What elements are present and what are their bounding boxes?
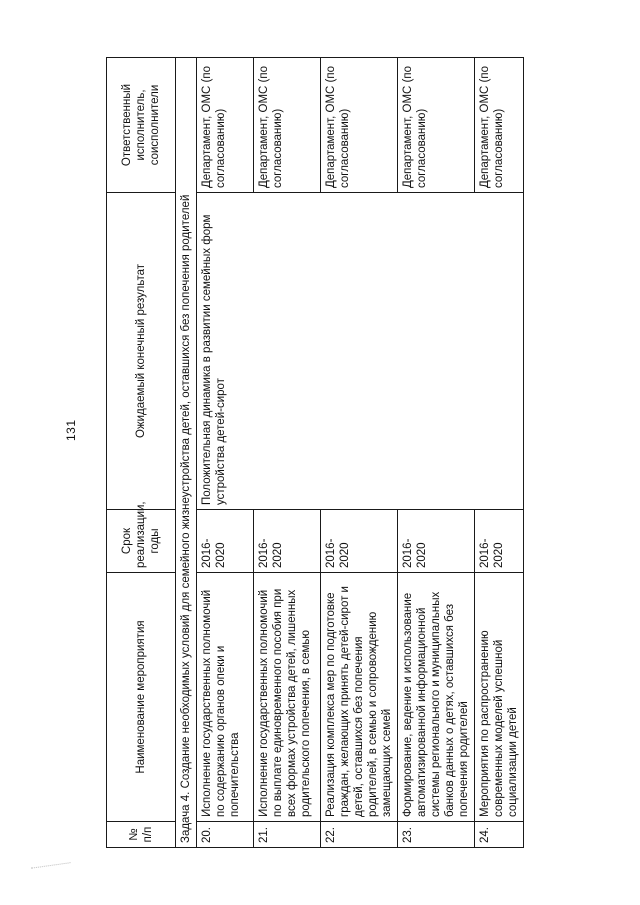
row-name: Реализация комплекса мер по подготовке граждан, желающих принять детей-сирот и детей, оставшихся без попечения родителей, в семью и сопровождению замещающих семей <box>321 573 398 822</box>
row-num: 23. <box>398 822 475 848</box>
header-result: Ожидаемый конечный результат <box>107 193 176 510</box>
row-term: 2016-2020 <box>398 510 475 573</box>
row-term: 2016-2020 <box>197 510 254 573</box>
row-name: Формирование, ведение и использование автоматизированной информационной системы регионального и муниципальных банков данных о детях, оставшихся без попечения родителей <box>398 573 475 822</box>
row-num: 20. <box>197 822 254 848</box>
row-term: 2016-2020 <box>475 510 524 573</box>
task-title: Задача 4. Создание необходимых условий для семейного жизнеустройства детей, оставшихся без попечения родителей <box>176 58 197 848</box>
row-num: 22. <box>321 822 398 848</box>
header-term: Срок реализации, годы <box>107 510 176 573</box>
row-responsible: Департамент, ОМС (по согласованию) <box>475 58 524 193</box>
events-table <box>106 57 524 848</box>
row-name: Исполнение государственных полномочий по выплате единовременного пособия при всех формах устройства детей, лишенных родительского попечения, в семью <box>254 573 321 822</box>
table-header-row <box>107 58 176 848</box>
row-responsible: Департамент, ОМС (по согласованию) <box>321 58 398 193</box>
table-row <box>197 58 254 848</box>
rotated-table-container <box>106 58 519 848</box>
row-num: 24. <box>475 822 524 848</box>
header-num: № п/п <box>107 822 176 848</box>
row-term: 2016-2020 <box>254 510 321 573</box>
scan-artifact <box>29 852 70 868</box>
page-number: 131 <box>64 419 78 441</box>
row-responsible: Департамент, ОМС (по согласованию) <box>197 58 254 193</box>
header-responsible: Ответственный исполнитель, соисполнители <box>107 58 176 193</box>
header-name: Наименование мероприятия <box>107 573 176 822</box>
row-num: 21. <box>254 822 321 848</box>
row-result: Положительная динамика в развитии семейных форм устройства детей-сирот <box>197 193 524 510</box>
row-responsible: Департамент, ОМС (по согласованию) <box>398 58 475 193</box>
task-row <box>176 58 197 848</box>
row-term: 2016-2020 <box>321 510 398 573</box>
row-responsible: Департамент, ОМС (по согласованию) <box>254 58 321 193</box>
row-name: Исполнение государственных полномочий по содержанию органов опеки и попечительства <box>197 573 254 822</box>
row-name: Мероприятия по распространению современных моделей успешной социализации детей <box>475 573 524 822</box>
